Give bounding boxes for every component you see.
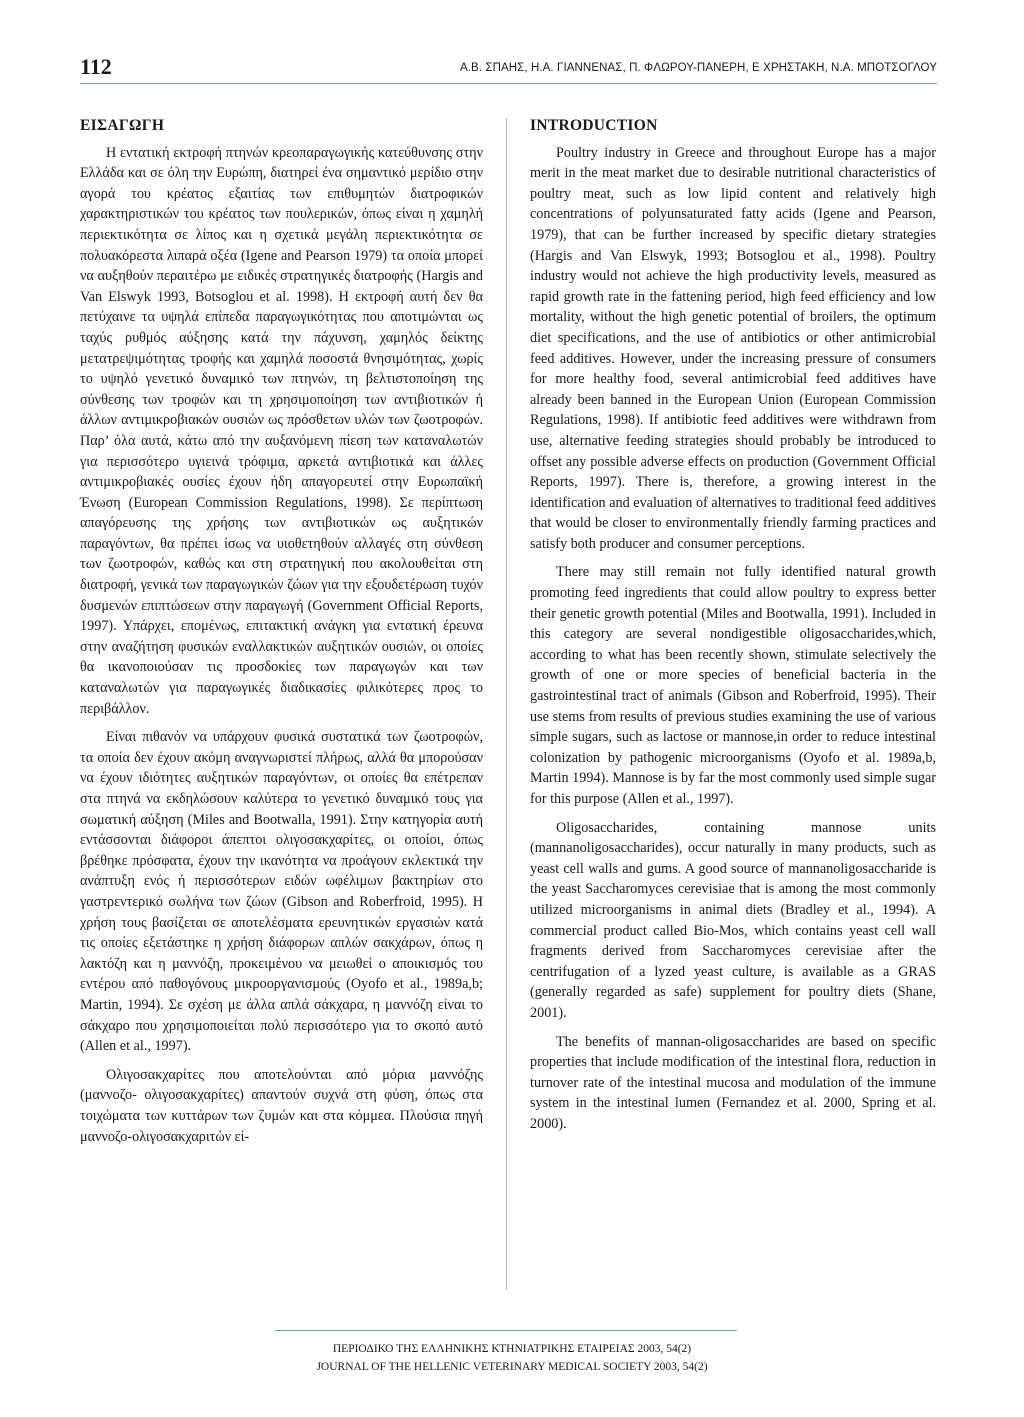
- english-paragraph: There may still remain not fully identified natural growth promoting feed ingredients that could allow poultry to express better their genetic growth potential (Miles and Bootwalla, 1991). Included in this category are several nondigestible oligosaccharides,which, according to what has been recently shown, stimulate selectively the growth of one or more species of beneficial bacteria in the gastrointestinal tract of animals (Gibson and Roberfroid, 1995). Their use stems from results of previous studies examining the use of various simple sugars, such as lactose or mannose,in order to reduce intestinal colonization by pathogenic microorganisms (Oyofo et al. 1989a,b, Martin 1994). Mannose is by far the most commonly used simple sugar for this purpose (Allen et al., 1997).: [530, 564, 936, 807]
- english-paragraph: The benefits of mannan-oligosaccharides are based on specific properties that include modification of the intestinal flora, reduction in turnover rate of the intestinal mucosa and modulation of the immune system in the intestinal lumen (Fernandez et al. 2000, Spring et al. 2000).: [530, 1033, 936, 1132]
- greek-paragraph: Είναι πιθανόν να υπάρχουν φυσικά συστατικά των ζωοτροφών, τα οποία δεν έχουν ακόμη αναγνωριστεί πλήρως, αλλά θα μπορούσαν να έχουν ιδιότητες αυξητικών παραγόντων, οι οποίες θα επέτρεπαν στα πτηνά να εκδηλώσουν καλύτερα το γενετικό δυναμικό τους για σωματική αύξηση (Miles and Bootwalla, 1991). Στην κατηγορία αυτή εντάσσονται διάφοροι άπεπτοι ολιγοσακχαρίτες, οι οποίοι, όπως βρέθηκε πρόσφατα, έχουν την ικανότητα να προάγουν εκλεκτικά την ανάπτυξη ενός ή περισσότερων ειδών ωφέλιμων βακτηρίων στο γαστρεντερικό σωλήνα των ζώων (Gibson and Roberfroid, 1995). Η χρήση τους βασίζεται σε αποτελέσματα ερευνητικών εργασιών κατά τις οποίες εξετάστηκε η χρήση διάφορων απλών σακχάρων, όπως η λακτόζη και η μαννόζη, προκειμένου να μειωθεί ο αποικισμός του εντέρου από παθογόνους μικροοργανισμούς (Oyofo et al., 1989a,b; Martin, 1994). Σε σχέση με άλλα απλά σάκχαρα, η μαννόζη είναι το σάκχαρο που χρησιμοποιείται πολύ περισσότερο για το σκοπό αυτό (Allen et al., 1997).: [80, 729, 483, 1055]
- english-paragraph: Oligosaccharides, containing mannose units (mannanoligosaccharides), occur naturally in many products, such as yeast cell walls and gums. A good source of mannanoligosaccharide is the yeast Saccharomyces cerevisiae that is among the most commonly utilized microorganisms in animal diets (Bradley et al., 1994). A commercial product called Bio-Mos, which contains yeast cell wall fragments derived from Saccharomyces cerevisiae after the centrifugation of a lyzed yeast culture, is available as a GRAS (generally regarded as safe) supplement for poultry diets (Shane, 2001).: [530, 819, 936, 1021]
- running-header: [80, 50, 937, 84]
- english-paragraph: Poultry industry in Greece and throughout Europe has a major merit in the meat market due to desirable nutritional characteristics of poultry meat, such as low lipid content and relatively high concentrations of polyunsaturated fatty acids (Igene and Pearson, 1979), that can be further increased by specific dietary strategies (Hargis and Van Elswyk, 1993; Botsoglou et al., 1998). Poultry industry would not achieve the high productivity levels, measured as rapid growth rate in the fattening period, high feed efficiency and low mortality, without the high genetic potential of broilers, the optimum diet specifications, and the use of antibiotics or other antimicrobial feed additives. However, under the increasing pressure of consumers for more healthy food, several antimicrobial feed additives have already been banned in the European Union (European Commission Regulations, 1998). If antibiotic feed additives were withdrawn from use, alternative feeding strategies should probably be introduced to offset any possible adverse effects on production (Government Official Reports, 1997). There is, therefore, a growing interest in the identification and evaluation of alternatives to traditional feed additives that would be closer to environmentally friendly farming practices and satisfy both producer and consumer perceptions.: [530, 144, 936, 552]
- footer-greek-journal: ΠΕΡΙΟΔΙΚΟ ΤΗΣ ΕΛΛΗΝΙΚΗΣ ΚΤΗΝΙΑΤΡΙΚΗΣ ΕΤΑΙΡΕΙΑΣ 2003, 54(2): [332, 1343, 692, 1355]
- page-number: 112: [80, 54, 112, 79]
- greek-column: [80, 116, 483, 1155]
- running-header-authors: Α.Β. ΣΠΑΗΣ, Η.Α. ΓΙΑΝΝΕΝΑΣ, Π. ΦΛΩΡΟΥ-ΠΑΝΕΡΗ, Ε ΧΡΗΣΤΑΚΗ, Ν.Α. ΜΠΟΤΣΟΓΛΟΥ: [459, 62, 937, 74]
- greek-paragraph: Ολιγοσακχαρίτες που αποτελούνται από μόρια μαννόζης (μαννοζο- ολιγοσακχαρίτες) απαντούν συχνά στη φύση, όπως στα τοιχώματα των κυττάρων των ζυμών και στα κόμμεα. Πλούσια πηγή μαννοζο-ολιγοσακχαριτών εί-: [80, 1066, 483, 1145]
- english-section-title: INTRODUCTION: [530, 117, 658, 134]
- english-column: [530, 116, 936, 1143]
- footer-english-journal: JOURNAL OF THE HELLENIC VETERINARY MEDICAL SOCIETY 2003, 54(2): [316, 1361, 708, 1373]
- column-divider: [506, 118, 507, 1290]
- greek-paragraph: Η εντατική εκτροφή πτηνών κρεοπαραγωγικής κατεύθυνσης στην Ελλάδα και σε όλη την Ευρώπη, διατηρεί ένα σημαντικό μερίδιο στην αγορά του κρέατος εξαιτίας των επιθυμητών διατροφικών χαρακτηριστικών του κρέατος των πουλερικών, όπως είναι η χαμηλή περιεκτικότητα σε λίπος και η σχετικά μεγάλη περιεκτικότητα σε πολυακόρεστα λιπαρά οξέα (Igene and Pearson 1979) τα οποία μπορεί να αυξηθούν περαιτέρω με ειδικές στρατηγικές διατροφής (Hargis and Van Elswyk 1993, Botsoglou et al. 1998). Η εκτροφή αυτή δεν θα πετύχαινε τα υψηλά επίπεδα παραγωγικότητας που αποτιμώνται ως ταχύς ρυθμός αύξησης κατά την πάχυνση, χαμηλός δείκτης μετατρεψιμότητας τροφής και χαμηλά ποσοστά θνησιμότητας, χωρίς το υψηλό γενετικό δυναμικό των πτηνών, τη βελτιστοποίηση της σύνθεσης των τροφών και τη χρησιμοποίηση των αντιβιοτικών ή άλλων αντιμικροβιακών ουσιών ως πρόσθετων υλών των ζωοτροφών. Παρ’ όλα αυτά, κάτω από την αυξανόμενη πίεση των καταναλωτών για περισσότερο υγιεινά τρόφιμα, αρκετά αντιβιοτικά και άλλες αντιμικροβιακές ουσίες έχουν ήδη απαγορευτεί στην Ευρωπαϊκή Ένωση (European Commission Regulations, 1998). Σε περίπτωση απαγόρευσης της χρήσης των αντιβιοτικών ως αυξητικών παραγόντων, θα πρέπει ίσως να υιοθετηθούν αλλαγές στη σύνθεση των ζωοτροφών, καθώς και στη στρατηγική που ακολουθείται στη διατροφή, γενικά των παραγωγικών ζώων για την εξουδετέρωση τυχόν δυσμενών επιπτώσεων στην παραγωγή (Government Official Reports, 1997). Υπάρχει, επομένως, επιτακτική ανάγκη για εντατική έρευνα στην αναζήτηση φυσικών εναλλακτικών αυξητικών ουσιών, οι οποίες θα ικανοποιούσαν τις προσδοκίες των παραγωγών και των καταναλωτών για παραγωγικές διαδικασίες φιλικότερες προς το περιβάλλον.: [80, 144, 483, 717]
- journal-footer: [0, 1340, 1024, 1376]
- header-rule: [80, 83, 937, 84]
- footer-rule: [275, 1330, 737, 1331]
- greek-section-title: ΕΙΣΑΓΩΓΗ: [80, 117, 165, 134]
